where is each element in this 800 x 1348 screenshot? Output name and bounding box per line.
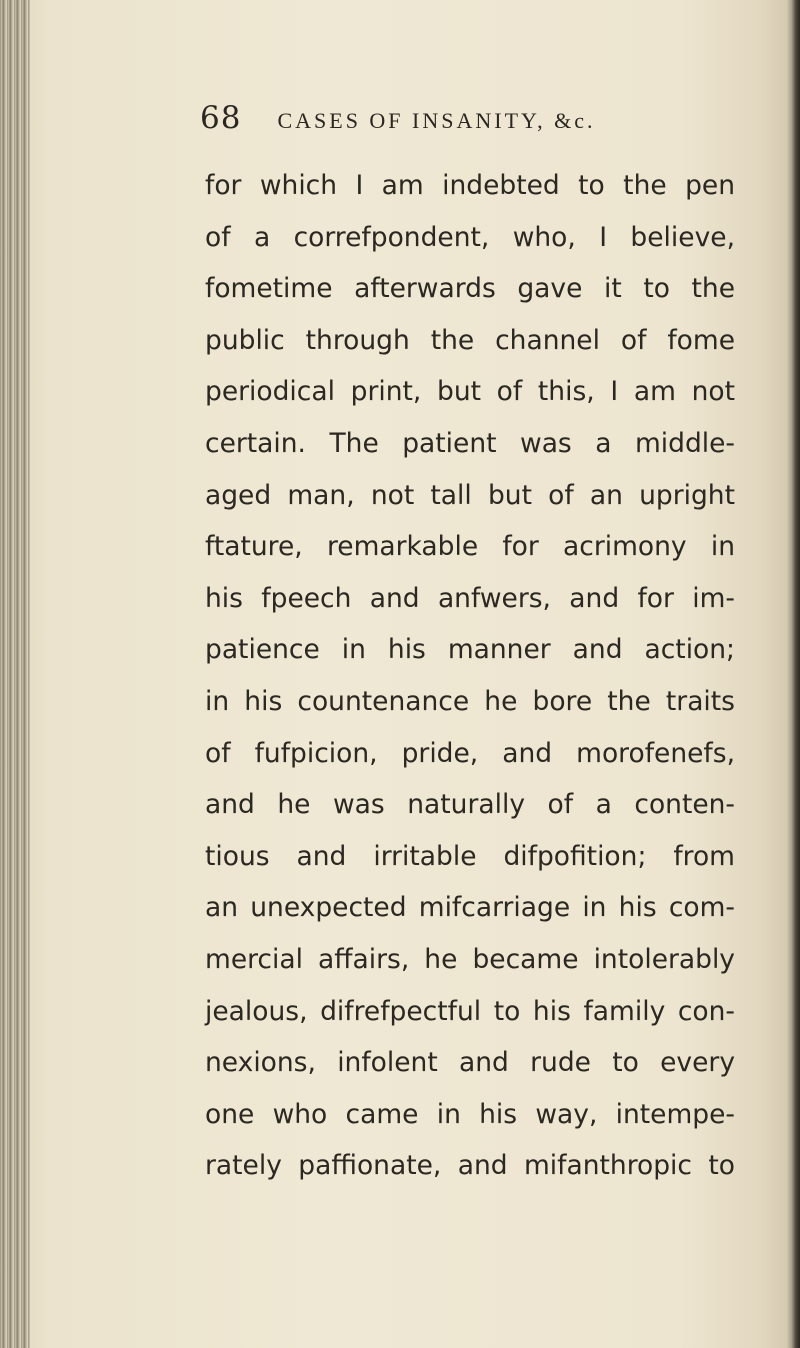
text-line: fometime afterwards gave it to the [205,273,735,305]
text-line: for which I am indebted to the pen [205,170,735,201]
text-line: tious and irritable difpofition; from [205,840,735,872]
text-line: an unexpected mifcarriage in his com- [205,892,735,924]
text-line: patience in his manner and action; [205,634,735,666]
text-line: his fpeech and anfwers, and for im- [205,582,735,614]
page-edge-shadow [786,0,800,1348]
text-line: mercial affairs, he became intolerably [205,943,735,975]
running-title: CASES OF INSANITY, &c. [277,108,596,133]
text-line: certain. The patient was a middle- [205,427,735,459]
text-line: jealous, difrefpectful to his family con- [205,995,735,1027]
text-line: of a correfpondent, who, I believe, [205,221,735,253]
text-line: of fufpicion, pride, and morofenefs, [205,737,735,769]
text-line: periodical print, but of this, I am not [205,376,735,408]
page-header [200,100,720,150]
text-line: nexions, infolent and rude to every [205,1047,735,1079]
text-line: ftature, remarkable for acrimony in [205,531,735,563]
text-line: aged man, not tall but of an upright [205,479,735,511]
book-binding-edge [0,0,30,1348]
text-line: rately paffionate, and mifanthropic to [205,1150,735,1182]
text-line: public through the channel of fome [205,324,735,356]
body-text [205,160,735,1192]
page-number: 68 [200,100,242,136]
text-line: and he was naturally of a conten- [205,789,735,821]
text-line: in his countenance he bore the traits [205,685,735,717]
text-line: one who came in his way, intempe- [205,1098,735,1130]
